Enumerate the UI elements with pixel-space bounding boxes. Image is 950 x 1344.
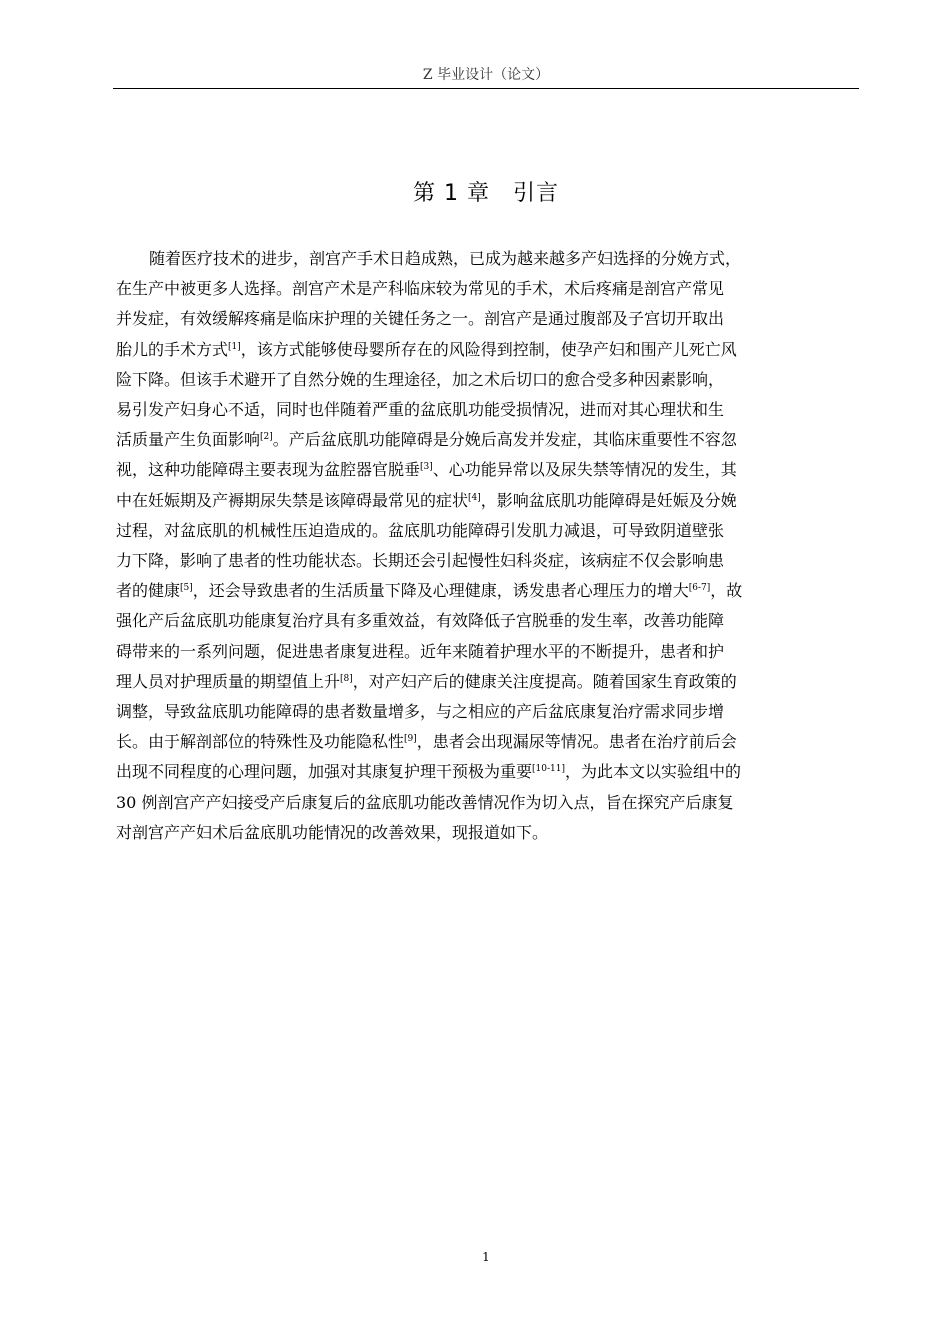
- paragraph-line: [116, 516, 862, 546]
- body-paragraph: [116, 244, 862, 848]
- text-segment: 者的健康: [116, 581, 181, 601]
- paragraph-line: [116, 576, 862, 606]
- citation-superscript: [9]: [404, 734, 417, 745]
- text-segment: 视，这种功能障碍主要表现为盆腔器官脱垂: [116, 460, 421, 480]
- paragraph-line: [116, 546, 862, 576]
- text-segment: 。产后盆底肌功能障碍是分娩后高发并发症，其临床重要性不容忽: [272, 430, 737, 450]
- citation-superscript: [2]: [260, 432, 273, 443]
- text-segment: 、心功能异常以及尿失禁等情况的发生，其: [432, 460, 737, 480]
- text-segment: ，患者会出现漏尿等情况。患者在治疗前后会: [416, 732, 737, 752]
- text-segment: ，影响盆底肌功能障碍是妊娠及分娩: [480, 490, 737, 510]
- paragraph-line: [116, 425, 862, 455]
- citation-superscript: [10-11]: [532, 764, 565, 775]
- text-segment: 理人员对护理质量的期望值上升: [116, 671, 341, 691]
- paragraph-line: [116, 697, 862, 727]
- paragraph-line: [116, 455, 862, 485]
- paragraph-line: [116, 818, 862, 848]
- paragraph-line: [116, 788, 862, 818]
- citation-superscript: [8]: [340, 673, 353, 684]
- text-segment: 过程，对盆底肌的机械性压迫造成的。盆底肌功能障碍引发肌力减退，可导致阴道壁张: [116, 520, 725, 540]
- paragraph-line: [116, 486, 862, 516]
- page-header: Z 毕业设计（论文）: [113, 62, 859, 89]
- text-segment: 强化产后盆底肌功能康复治疗具有多重效益，有效降低子宫脱垂的发生率，改善功能障: [116, 611, 725, 631]
- citation-superscript: [6-7]: [688, 583, 711, 594]
- text-segment: 对剖宫产产妇术后盆底肌功能情况的改善效果，现报道如下。: [116, 822, 549, 842]
- paragraph-line: [116, 274, 862, 304]
- paragraph-line: [116, 335, 862, 365]
- text-segment: 力下降，影响了患者的性功能状态。长期还会引起慢性妇科炎症，该病症不仅会影响患: [116, 551, 725, 571]
- text-segment: ，故: [710, 581, 743, 601]
- text-segment: 30 例剖宫产产妇接受产后康复后的盆底肌功能改善情况作为切入点，旨在探究产后康复: [116, 792, 734, 812]
- citation-superscript: [1]: [228, 341, 241, 352]
- citation-superscript: [5]: [180, 583, 193, 594]
- text-segment: ，还会导致患者的生活质量下降及心理健康，诱发患者心理压力的增大: [192, 581, 689, 601]
- text-segment: 碍带来的一系列问题，促进患者康复进程。近年来随着护理水平的不断提升，患者和护: [116, 641, 725, 661]
- citation-superscript: [3]: [420, 462, 433, 473]
- text-segment: 胎儿的手术方式: [116, 339, 229, 359]
- page-number: 1: [482, 1250, 490, 1264]
- text-segment: 出现不同程度的心理问题，加强对其康复护理干预极为重要: [116, 762, 533, 782]
- text-segment: 在生产中被更多人选择。剖宫产术是产科临床较为常见的手术，术后疼痛是剖宫产常见: [116, 279, 725, 299]
- paragraph-line: [116, 637, 862, 667]
- text-segment: 长。由于解剖部位的特殊性及功能隐私性: [116, 732, 405, 752]
- text-segment: 易引发产妇身心不适，同时也伴随着严重的盆底肌功能受损情况，进而对其心理状和生: [116, 400, 725, 420]
- text-segment: 活质量产生负面影响: [116, 430, 261, 450]
- citation-superscript: [4]: [468, 492, 481, 503]
- text-segment: 并发症，有效缓解疼痛是临床护理的关键任务之一。剖宫产是通过腹部及子宫切开取出: [116, 309, 725, 329]
- paragraph-line: [116, 244, 862, 274]
- text-segment: 险下降。但该手术避开了自然分娩的生理途径，加之术后切口的愈合受多种因素影响，: [116, 369, 725, 389]
- text-segment: ，该方式能够使母婴所存在的风险得到控制，使孕产妇和围产儿死亡风: [240, 339, 737, 359]
- paragraph-line: [116, 395, 862, 425]
- text-segment: ，为此本文以实验组中的: [564, 762, 741, 782]
- paragraph-line: [116, 606, 862, 636]
- paragraph-line: [116, 757, 862, 787]
- text-segment: ，对产妇产后的健康关注度提高。随着国家生育政策的: [352, 671, 737, 691]
- paragraph-line: [116, 667, 862, 697]
- paragraph-line: [116, 727, 862, 757]
- chapter-title: 第 1 章 引言: [413, 181, 559, 206]
- paragraph-line: [116, 365, 862, 395]
- paragraph-line: [116, 304, 862, 334]
- text-segment: 调整，导致盆底肌功能障碍的患者数量增多，与之相应的产后盆底康复治疗需求同步增: [116, 702, 725, 722]
- text-segment: 中在妊娠期及产褥期尿失禁是该障碍最常见的症状: [116, 490, 469, 510]
- text-segment: 随着医疗技术的进步，剖宫产手术日趋成熟，已成为越来越多产妇选择的分娩方式，: [149, 249, 742, 268]
